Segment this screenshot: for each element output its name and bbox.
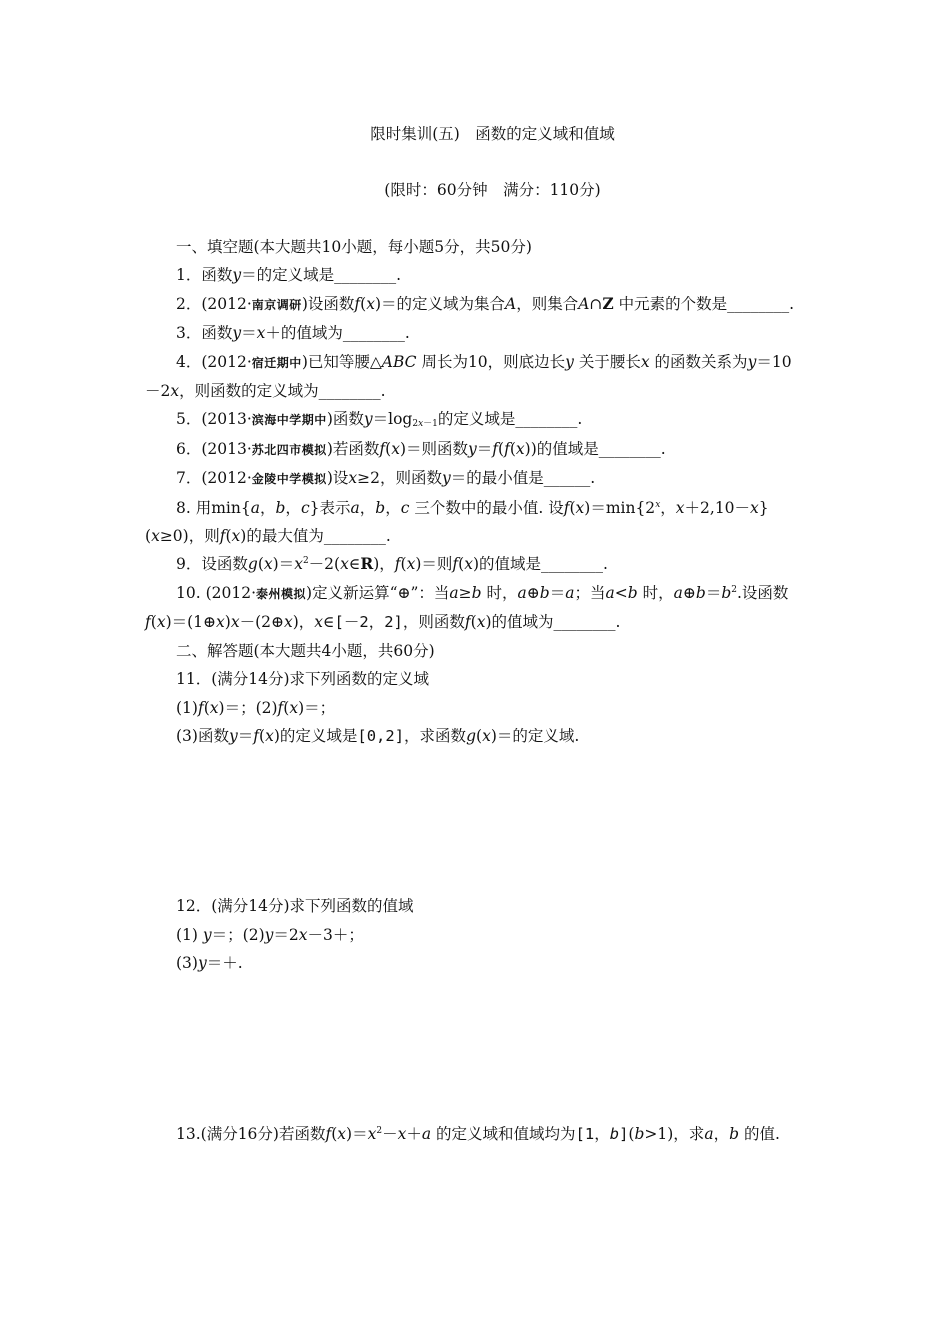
question-source: 滨海中学期中 [251, 413, 327, 428]
question-12: 12．(满分14分)求下列函数的值域 [176, 897, 414, 916]
question-5: 5．(2013·滨海中学期中)函数$y=\log_{2x-1}$的定义域是________. [176, 410, 583, 430]
question-11-parts: (1)f(x)＝；(2)f(x)＝； [176, 698, 336, 717]
question-2: 2．(2012·南京调研)设函数f(x)＝的定义域为集合A，则集合A∩Z 中元素的个数是________. [176, 293, 795, 313]
question-12-parts: (1) y＝；(2)y＝2x－3＋； [176, 925, 364, 944]
section-heading-fill-in: 一、填空题(本大题共10小题，每小题5分，共50分) [176, 238, 532, 256]
question-source: 泰州模拟 [256, 586, 307, 601]
question-11: 11．(满分14分)求下列函数的定义域 [176, 670, 430, 689]
question-9: 9．设函数$g(x)=x^2-2(x\in R)$，f(x)＝则f(x)的值域是________. [176, 554, 608, 574]
question-source: 宿迁期中 [251, 355, 302, 370]
question-1: 1．函数y＝的定义域是________. [176, 266, 402, 285]
page-title: 限时集训(五) 函数的定义域和值域 [370, 125, 615, 143]
answer-space [145, 978, 807, 1120]
question-11-part3: (3)函数y＝f(x)的定义域是[0,2]，求函数g(x)＝的定义域. [176, 726, 580, 745]
section-heading-answers: 二、解答题(本大题共4小题，共60分) [176, 641, 435, 660]
question-10: 10. (2012·泰州模拟)定义新运算“⊕”：当a≥b 时，a⊕b＝a；当a<b 时，$a\oplus b=b^2$.设函数f(x)＝(1⊕x)x－(2⊕x)，x∈[－2，2]，则函数f(x)的值域为________. [145, 583, 789, 632]
answer-space [145, 750, 807, 892]
question-source: 南京调研 [251, 297, 302, 312]
question-12-part3: (3)y＝＋. [176, 954, 243, 973]
question-4: 4．(2012·宿迁期中)已知等腰△ABC 周长为10，则底边长y 关于腰长x 的函数关系为y＝10－2x，则函数的定义域为________. [145, 352, 792, 401]
page-subtitle: (限时：60分钟 满分：110分) [384, 181, 601, 199]
question-7: 7．(2012·金陵中学模拟)设x≥2，则函数y＝的最小值是______. [176, 469, 596, 488]
question-8: 8. 用min{a，b，c}表示a，b，c 三个数中的最小值. 设$f(x)=\min\{2^x$，x＋2,10－x}(x≥0)，则f(x)的最大值为________. [145, 498, 769, 546]
question-source: 苏北四市模拟 [251, 442, 327, 457]
question-source: 金陵中学模拟 [251, 472, 327, 487]
question-3: 3．函数y＝x＋的值域为________. [176, 324, 410, 343]
question-6: 6．(2013·苏北四市模拟)若函数f(x)＝则函数y＝f(f(x))的值域是________. [176, 439, 666, 458]
question-13: 13.(满分16分)若函数$f(x)=x^2-x+a$ 的定义域和值域均为[1，b](b>1)，求a，b 的值. [176, 1124, 780, 1143]
document-body [145, 233, 807, 1148]
